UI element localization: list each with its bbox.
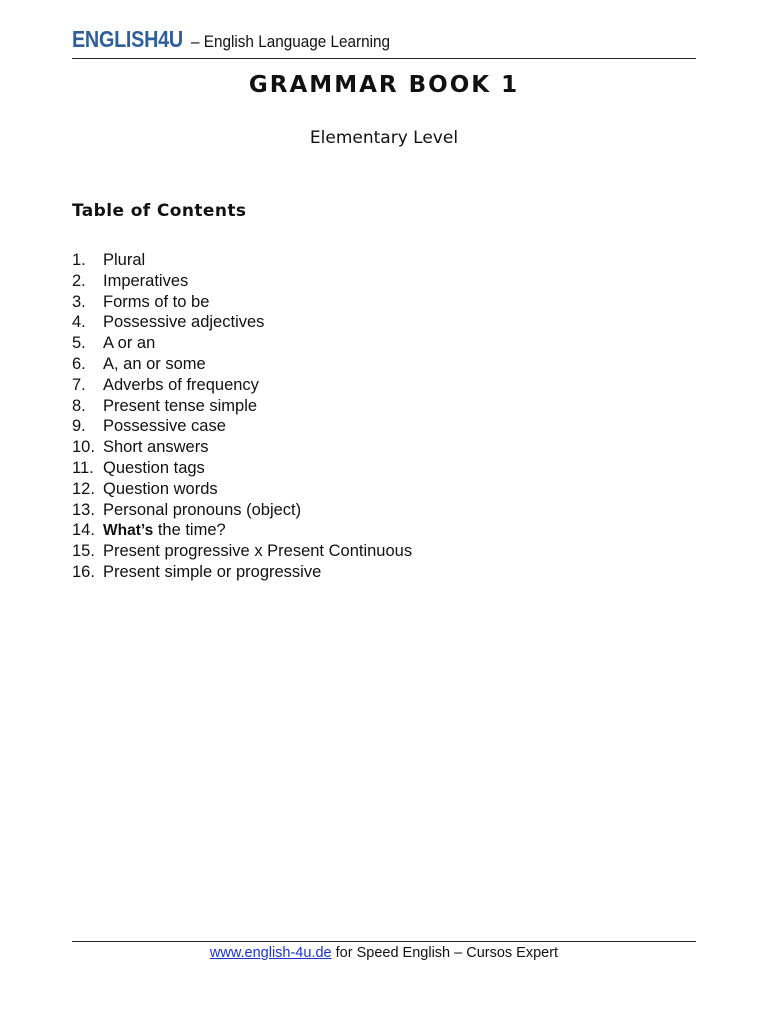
toc-item-label: Question words	[103, 479, 218, 498]
toc-item-number: 13.	[72, 500, 95, 519]
toc-item-number: 10.	[72, 438, 95, 457]
toc-item-number: 2.	[72, 271, 86, 290]
toc-item	[72, 250, 412, 271]
header-tagline: – English Language Learning	[190, 32, 391, 51]
toc-item-label: Plural	[103, 251, 146, 269]
toc-item	[72, 375, 412, 396]
brand-logo-text: ENGLISH4U	[72, 26, 183, 52]
toc-item-label: Adverbs of frequency	[103, 375, 259, 394]
toc-item-label: Present progressive x Present Continuous	[103, 542, 413, 561]
page-title: GRAMMAR BOOK 1	[248, 72, 520, 98]
page-subtitle: Elementary Level	[309, 128, 459, 148]
toc-item-label: A or an	[103, 334, 156, 353]
toc-item	[72, 416, 412, 437]
toc-item-number: 7.	[72, 375, 86, 394]
toc-item-number: 15.	[72, 542, 95, 561]
toc-item	[72, 500, 412, 521]
toc-heading: Table of Contents	[72, 201, 247, 221]
page-header	[72, 26, 696, 59]
toc-item-number: 9.	[72, 417, 86, 436]
toc-item-label: Present simple or progressive	[103, 562, 322, 581]
toc-item-number: 16.	[72, 562, 95, 581]
toc-item	[72, 396, 412, 417]
toc-item	[72, 354, 412, 375]
toc-item-label	[103, 520, 226, 542]
toc-item-number: 14.	[72, 521, 95, 540]
toc-item-number: 6.	[72, 354, 86, 373]
toc-item-number: 12.	[72, 479, 95, 498]
toc-item-label: Question tags	[103, 458, 205, 477]
toc-item	[72, 562, 412, 583]
toc-item-number: 5.	[72, 334, 86, 353]
toc-item	[72, 312, 412, 333]
toc-item	[72, 541, 412, 562]
toc-item-number: 1.	[72, 251, 86, 269]
toc-item-number: 8.	[72, 396, 86, 415]
toc-item	[72, 437, 412, 458]
toc-list	[72, 250, 412, 583]
toc-item-label: Short answers	[103, 438, 209, 457]
page-footer	[72, 941, 696, 961]
toc-item	[72, 292, 412, 313]
toc-item-label: Present tense simple	[103, 396, 258, 415]
toc-item-label: Possessive case	[103, 417, 226, 436]
toc-item-label: Personal pronouns (object)	[103, 500, 302, 519]
toc-item	[72, 479, 412, 500]
toc-item-number: 3.	[72, 292, 86, 311]
toc-item	[72, 333, 412, 354]
footer-website-link[interactable]: www.english-4u.de	[209, 945, 332, 961]
toc-item-number: 4.	[72, 313, 86, 332]
toc-item-label: Imperatives	[103, 271, 189, 290]
toc-item-label: Possessive adjectives	[103, 313, 265, 332]
toc-item-label: Forms of to be	[103, 292, 210, 311]
toc-item-number: 11.	[72, 458, 94, 477]
toc-item-label: A, an or some	[103, 354, 206, 373]
toc-item	[72, 271, 412, 292]
toc-item-label-rest: the time?	[153, 521, 226, 540]
toc-item-label-emphasis: What’s	[103, 522, 154, 540]
footer-text: for Speed English – Cursos Expert	[331, 945, 559, 961]
toc-item	[72, 458, 412, 479]
toc-item	[72, 520, 412, 541]
